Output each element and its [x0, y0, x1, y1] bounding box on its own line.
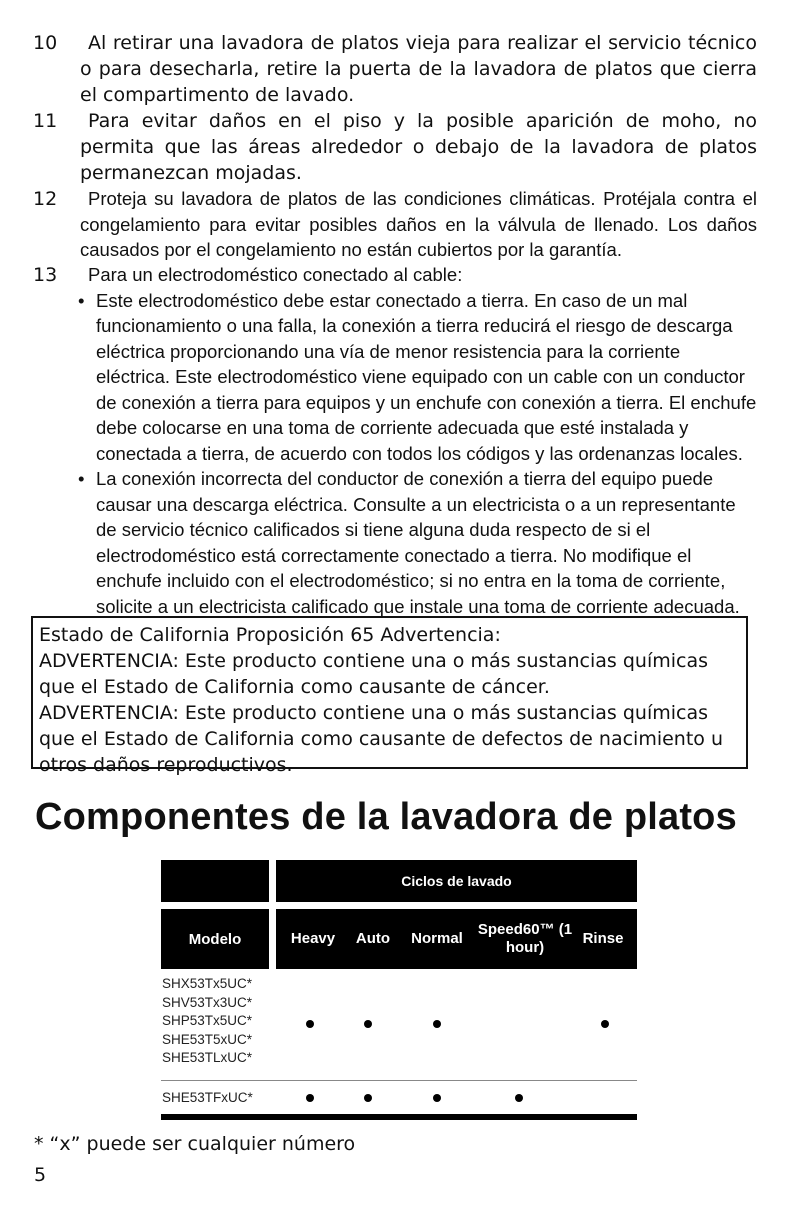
- model-group-2: [162, 1089, 253, 1108]
- model-name: SHE53TLxUC*: [162, 1050, 253, 1065]
- model-name: SHE53T5xUC*: [162, 1031, 253, 1047]
- instruction-item-10: [0, 30, 793, 108]
- table-bottom-bar: [161, 1114, 637, 1120]
- bullet-item: [80, 466, 757, 619]
- model-name: SHE53TFxUC*: [162, 1090, 253, 1105]
- model-group-1: [162, 975, 252, 1068]
- instruction-item-11: [0, 108, 793, 186]
- cycles-group-header: Ciclos de lavado: [276, 860, 637, 902]
- warning-reproductive: ADVERTENCIA: Este producto contiene una o más sustancias químicas que el Estado de California como causante de defectos de nacimiento u otros daños reproductivos.: [39, 702, 723, 776]
- cycle-available-dot: [433, 1094, 441, 1102]
- table-corner-block: [161, 860, 269, 902]
- item-text: Para un electrodoméstico conectado al cable:: [88, 264, 463, 285]
- item-text: Proteja su lavadora de platos de las condiciones climáticas. Protéjala contra el congelamiento para evitar posibles daños en la válvula de llenado. Los daños causados por el congelamiento no están cubiertos por la garantía.: [80, 188, 757, 260]
- footnote: * “x” puede ser cualquier número: [34, 1133, 356, 1155]
- bullet-icon: •: [78, 468, 85, 489]
- warning-title: Estado de California Proposición 65 Advertencia:: [39, 624, 501, 646]
- cycle-headers: [276, 909, 637, 969]
- bullet-list: [80, 288, 757, 620]
- cycle-available-dot: [364, 1094, 372, 1102]
- cycle-available-dot: [364, 1020, 372, 1028]
- bullet-text: La conexión incorrecta del conductor de conexión a tierra del equipo puede causar una descarga eléctrica. Consulte a un electricista o a un representante de servicio técnico calificados si tiene alguna duda respecto de si el electrodoméstico está correctamente conectado a tierra. No modifique el enchufe incluido con el electrodoméstico; si no entra en la toma de corriente, solicite a un electricista calificado que instale una toma de corriente adecuada.: [96, 468, 740, 617]
- instruction-item-13: [0, 262, 793, 619]
- cycle-available-dot: [306, 1094, 314, 1102]
- prop65-warning-box: [31, 616, 748, 776]
- cycle-available-dot: [433, 1020, 441, 1028]
- cycle-header-rinse: Rinse: [582, 930, 624, 947]
- table-separator: [161, 1080, 637, 1081]
- instruction-list: [0, 30, 793, 619]
- item-number: 11: [33, 110, 58, 132]
- cycle-header-normal: Normal: [411, 930, 463, 947]
- item-number: 10: [33, 32, 58, 54]
- model-name: SHX53Tx5UC*: [162, 976, 253, 991]
- page-number: 5: [34, 1164, 47, 1186]
- section-title: Componentes de la lavadora de platos: [35, 796, 737, 838]
- model-name: SHV53Tx3UC*: [162, 994, 253, 1010]
- instruction-item-12: [0, 186, 793, 262]
- bullet-text: Este electrodoméstico debe estar conectado a tierra. En caso de un mal funcionamiento o una falla, la conexión a tierra reducirá el riesgo de descarga eléctrica proporcionando una vía de menor resistencia para la corriente eléctrica. Este electrodoméstico viene equipado con un cable con un conductor de conexión a tierra para equipos y un enchufe con conexión a tierra. El enchufe debe colocarse en una toma de corriente adecuada que esté instalada y conectada a tierra, de acuerdo con todos los códigos y las ordenanzas locales.: [96, 289, 757, 464]
- cycle-header-heavy: Heavy: [290, 930, 336, 947]
- warning-cancer: ADVERTENCIA: Este producto contiene una o más sustancias químicas que el Estado de California como causante de cáncer.: [39, 650, 708, 698]
- item-number: 13: [33, 264, 58, 286]
- cycle-available-dot: [306, 1020, 314, 1028]
- cycle-header-speed60: Speed60™ (1 hour): [477, 921, 573, 956]
- item-text: Al retirar una lavadora de platos vieja para realizar el servicio técnico o para desecharla, retire la puerta de la lavadora de platos que cierra el compartimento de lavado.: [80, 32, 757, 106]
- model-column-header: Modelo: [161, 909, 269, 969]
- bullet-icon: •: [78, 289, 85, 311]
- cycle-available-dot: [515, 1094, 523, 1102]
- cycle-header-auto: Auto: [355, 930, 391, 947]
- item-number: 12: [33, 188, 58, 210]
- item-text: Para evitar daños en el piso y la posible aparición de moho, no permita que las áreas alrededor o debajo de la lavadora de platos permanezcan mojadas.: [80, 110, 757, 184]
- cycle-available-dot: [601, 1020, 609, 1028]
- bullet-item: [80, 288, 757, 467]
- model-name: SHP53Tx5UC*: [162, 1013, 253, 1028]
